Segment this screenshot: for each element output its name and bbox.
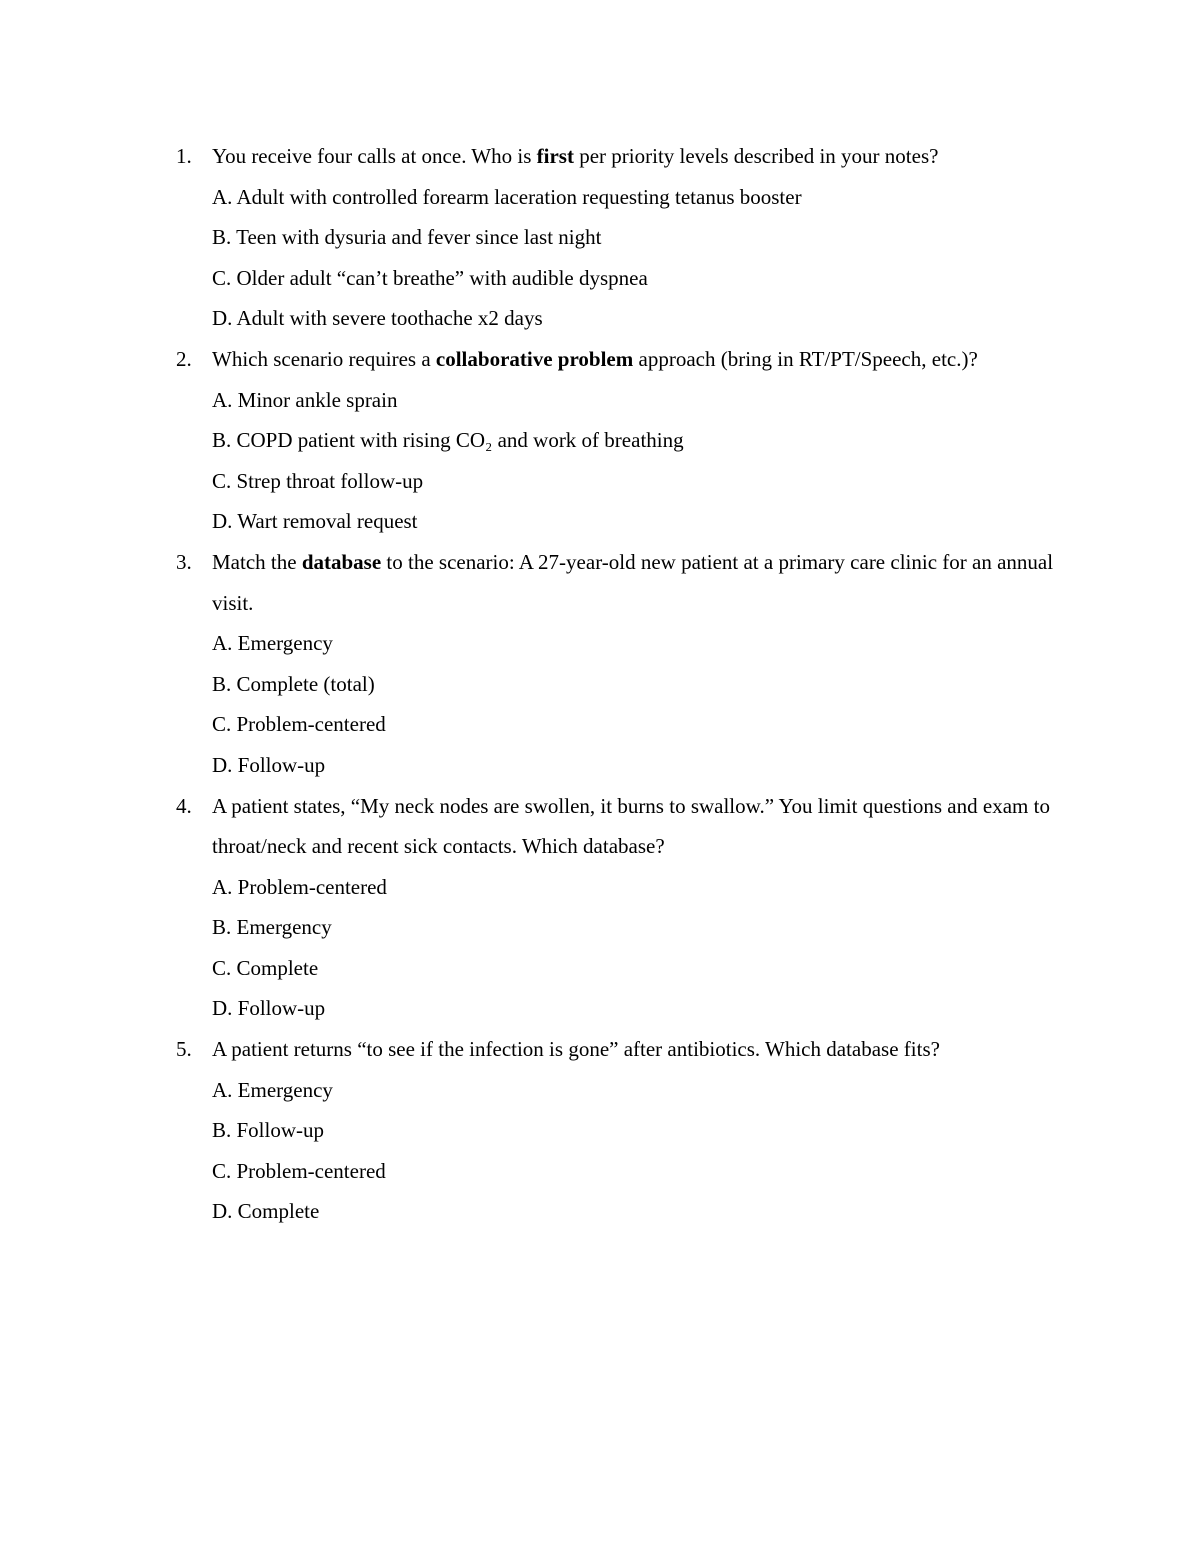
question-1: [176, 136, 1056, 339]
question-text-part: A patient states, “My neck nodes are swollen, it burns to swallow.” You limit questions and exam to throat/neck and recent sick contacts. Which database?: [212, 793, 1050, 859]
question-text-part: Match the: [212, 549, 302, 574]
question-number: 4.: [176, 793, 192, 818]
answer-option-c: C. Older adult “can’t breathe” with audible dyspnea: [212, 265, 648, 290]
question-2: [176, 339, 1056, 542]
question-text: [212, 786, 1056, 867]
question-text-part: approach (bring in RT/PT/Speech, etc.)?: [633, 346, 978, 371]
answer-options: [212, 177, 1056, 339]
answer-option-a: A. Adult with controlled forearm laceration requesting tetanus booster: [212, 184, 802, 209]
question-3: [176, 542, 1056, 786]
answer-option-a: A. Emergency: [212, 631, 333, 656]
answer-options: [212, 623, 1056, 785]
answer-option-b: B. Teen with dysuria and fever since last night: [212, 225, 602, 250]
question-body: [212, 1029, 1056, 1232]
answer-option-c: C. Complete: [212, 955, 319, 980]
question-number: 2.: [176, 346, 192, 371]
question-body: [212, 339, 1056, 542]
question-emphasis: collaborative problem: [435, 346, 634, 371]
answer-options: [212, 380, 1056, 542]
answer-options: [212, 1070, 1056, 1232]
question-text-part: per priority levels described in your notes?: [573, 144, 939, 168]
question-text: [212, 542, 1056, 623]
question-body: [212, 136, 1056, 339]
answer-option-c: C. Strep throat follow-up: [212, 468, 424, 493]
answer-option-b: B. Emergency: [212, 915, 332, 940]
answer-option-c: C. Problem-centered: [212, 1158, 386, 1183]
question-emphasis: database: [301, 549, 382, 574]
answer-option-b: B. COPD patient with rising CO₂ and work of breathing: [212, 428, 684, 453]
answer-option-d: D. Complete: [212, 1199, 320, 1224]
question-emphasis: first: [536, 144, 574, 168]
question-text-part: Which scenario requires a: [212, 346, 436, 371]
question-number: 5.: [176, 1037, 192, 1062]
question-body: [212, 786, 1056, 1030]
question-text-part: to the scenario: A 27-year-old new patient at a primary care clinic for an annual visit.: [212, 549, 1054, 615]
answer-option-c: C. Problem-centered: [212, 712, 386, 737]
answer-options: [212, 867, 1056, 1029]
answer-option-d: D. Follow-up: [212, 996, 326, 1021]
question-5: [176, 1029, 1056, 1232]
answer-option-d: D. Wart removal request: [212, 509, 418, 534]
answer-option-a: A. Problem-centered: [212, 874, 387, 899]
question-body: [212, 542, 1056, 786]
question-text-part: A patient returns “to see if the infection is gone” after antibiotics. Which database fits?: [212, 1037, 940, 1062]
answer-option-b: B. Follow-up: [212, 1118, 325, 1143]
question-list: [176, 136, 1056, 1232]
question-number: 3.: [176, 549, 192, 574]
question-text-part: You receive four calls at once. Who is: [212, 144, 537, 168]
answer-option-a: A. Minor ankle sprain: [212, 387, 398, 412]
answer-option-d: D. Adult with severe toothache x2 days: [212, 306, 543, 331]
question-4: [176, 786, 1056, 1030]
question-text: [212, 136, 1056, 177]
question-text: [212, 339, 1056, 380]
question-number: 1.: [176, 144, 192, 168]
answer-option-a: A. Emergency: [212, 1077, 333, 1102]
answer-option-b: B. Complete (total): [212, 671, 375, 696]
answer-option-d: D. Follow-up: [212, 752, 326, 777]
question-text: [212, 1029, 1056, 1070]
